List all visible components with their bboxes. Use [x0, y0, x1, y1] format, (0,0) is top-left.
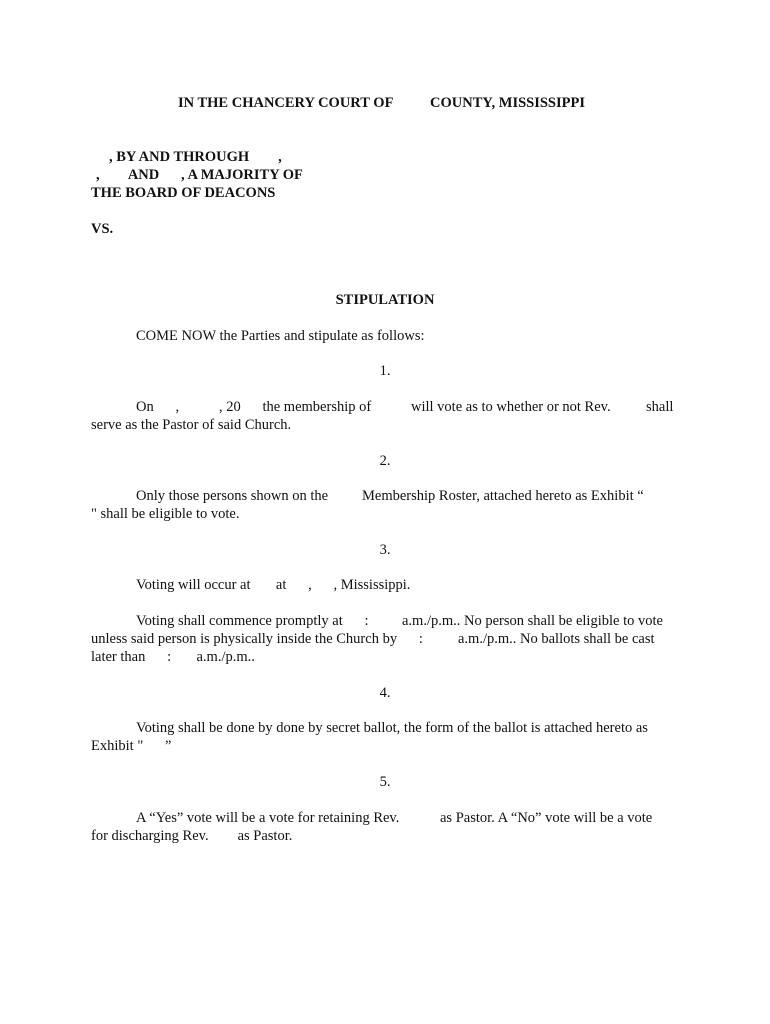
section-2-line-1b: Membership Roster, attached hereto as Exhibit “ — [362, 488, 644, 504]
court-heading-left: IN THE CHANCERY COURT OF — [178, 95, 394, 111]
caption-line-1: , BY AND THROUGH , — [109, 149, 282, 165]
section-4-line-2: Exhibit " ” — [91, 738, 172, 754]
section-3-line-1b: a.m./p.m.. No person shall be eligible to vote — [402, 613, 663, 629]
section-3-line-2a: unless said person is physically inside the Church by : — [91, 631, 423, 647]
section-1-line-1a: On , , 20 the membership of — [136, 399, 372, 415]
section-3-line-1a: Voting shall commence promptly at : — [136, 613, 369, 629]
section-4-number: 4. — [379, 685, 391, 701]
intro-paragraph: COME NOW the Parties and stipulate as follows: — [136, 328, 425, 344]
section-5-line-1a: A “Yes” vote will be a vote for retaining Rev. — [136, 810, 400, 826]
section-5-number: 5. — [379, 774, 391, 790]
section-3-voting-place: Voting will occur at at , , Mississippi. — [136, 577, 411, 593]
section-3-number: 3. — [379, 542, 391, 558]
section-1-number: 1. — [379, 363, 391, 379]
section-1-line-1c: shall — [646, 399, 674, 415]
caption-line-2: , AND , A MAJORITY OF — [96, 167, 303, 183]
court-heading-right: COUNTY, MISSISSIPPI — [430, 95, 585, 111]
caption-versus: VS. — [91, 221, 114, 237]
section-2-line-2: " shall be eligible to vote. — [91, 506, 240, 522]
section-2-line-1a: Only those persons shown on the — [136, 488, 329, 504]
document-title: STIPULATION — [335, 292, 435, 308]
section-2-number: 2. — [379, 453, 391, 469]
section-3-line-2b: a.m./p.m.. No ballots shall be cast — [458, 631, 655, 647]
section-3-line-3: later than : a.m./p.m.. — [91, 649, 255, 665]
section-4-line-1: Voting shall be done by done by secret ballot, the form of the ballot is attached hereto as — [136, 720, 648, 736]
section-5-line-1b: as Pastor. A “No” vote will be a vote — [440, 810, 653, 826]
section-1-line-2: serve as the Pastor of said Church. — [91, 417, 292, 433]
section-1-line-1b: will vote as to whether or not Rev. — [411, 399, 611, 415]
caption-line-3: THE BOARD OF DEACONS — [91, 185, 276, 201]
section-5-line-2: for discharging Rev. as Pastor. — [91, 828, 293, 844]
